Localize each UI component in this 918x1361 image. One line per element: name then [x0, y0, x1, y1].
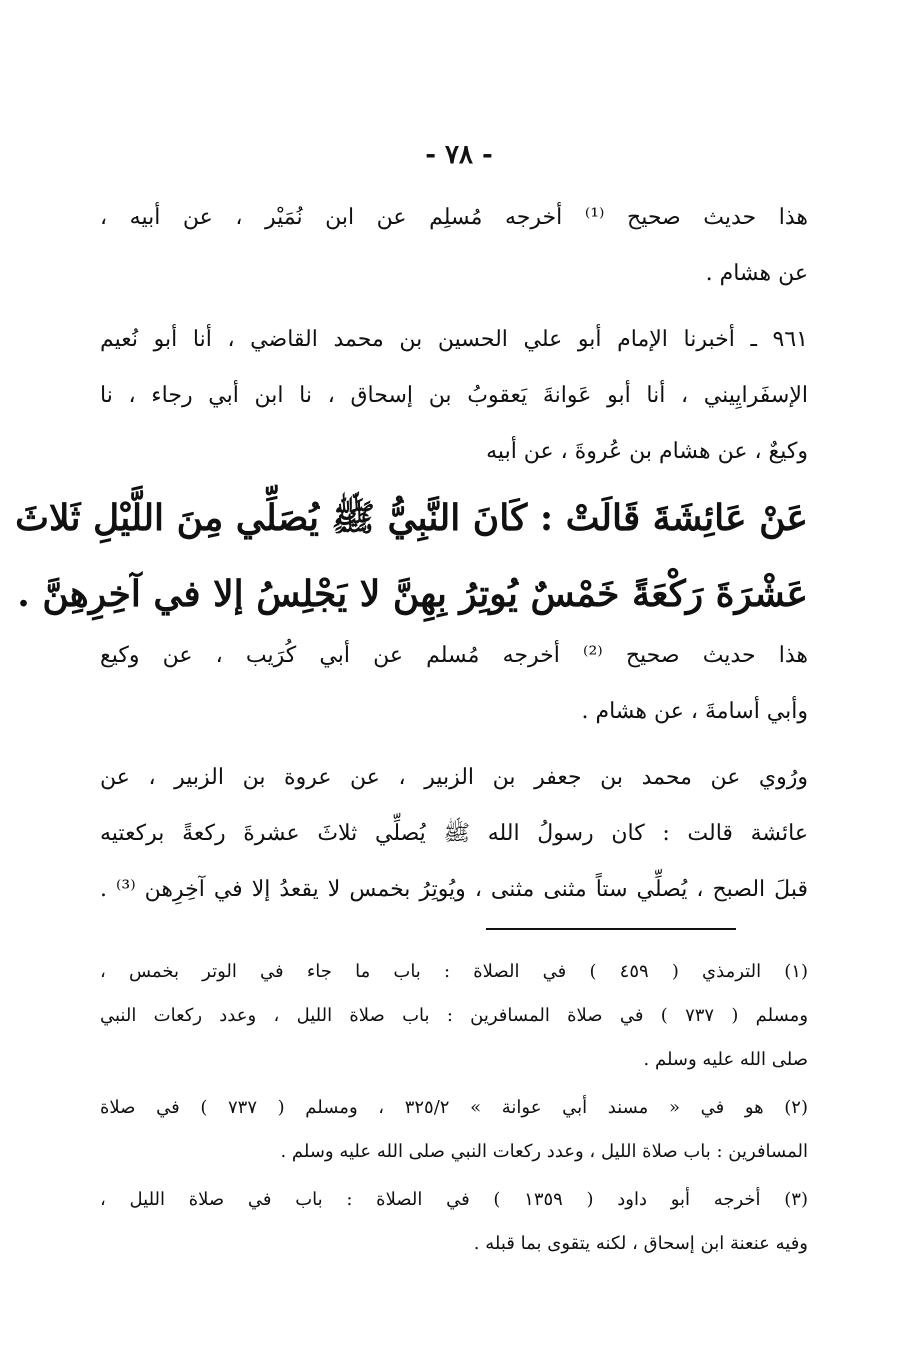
text-line: عن هشام . — [705, 261, 808, 286]
footnote-line: (٣) أخرجه أبو داود ( ١٣٥٩ ) في الصلاة : باب في صلاة الليل ، — [100, 1189, 808, 1210]
text-line: هذا حديث صحيح ⁽²⁾ أخرجه مُسلم عن أبي كُرَيب ، عن وكيع — [100, 643, 808, 668]
footnote-line: المسافرين : باب صلاة الليل ، وعدد ركعات النبي صلى الله عليه وسلم . — [280, 1141, 808, 1162]
hadith-line: عَشْرَةَ رَكْعَةً خَمْسٌ يُوتِرُ بِهِنَّ لا يَجْلِسُ إلا في آخِرِهِنَّ . — [17, 573, 808, 615]
footnote-3 — [100, 1178, 808, 1266]
footnote-divider — [486, 928, 736, 930]
text-line: ورُوي عن محمد بن جعفر بن الزبير ، عن عروة بن الزبير ، عن — [100, 765, 808, 790]
text-line: عائشة قالت : كان رسولُ الله ﷺ يُصلِّي ثلاثَ عشرةَ ركعةً بركعتيه — [100, 821, 808, 846]
text-line: هذا حديث صحيح ⁽¹⁾ أخرجه مُسلِم عن ابن نُمَيْر ، عن أبيه ، — [100, 205, 808, 230]
text-line: الإسفَرايِيني ، أنا أبو عَوانةَ يَعقوبُ بن إسحاق ، نا ابن أبي رجاء ، نا — [100, 383, 808, 408]
footnote-line: ومسلم ( ٧٣٧ ) في صلاة المسافرين : باب صلاة الليل ، وعدد ركعات النبي — [100, 1005, 809, 1026]
footnote-1 — [100, 950, 808, 1082]
paragraph-hadith-grading-1 — [100, 190, 808, 302]
text-line: ٩٦١ ـ أخبرنا الإمام أبو علي الحسين بن محمد القاضي ، أنا أبو نُعيم — [100, 327, 808, 352]
text-line: وكيعٌ ، عن هشام بن عُروةَ ، عن أبيه — [486, 439, 808, 464]
footnote-2 — [100, 1086, 808, 1174]
footnote-line: وفيه عنعنة ابن إسحاق ، لكنه يتقوى بما قبله . — [473, 1233, 808, 1254]
footnote-line: صلى الله عليه وسلم . — [643, 1049, 808, 1070]
page-number: - ٧٨ - — [425, 140, 493, 170]
text-line: وأبي أسامةَ ، عن هشام . — [581, 699, 808, 724]
hadith-line: عَنْ عَائِشَةَ قَالَتْ : كَانَ النَّبِيُّ ﷺ يُصَلِّي مِنَ اللَّيْلِ ثَلاثَ — [15, 497, 808, 539]
footnote-line: (١) الترمذي ( ٤٥٩ ) في الصلاة : باب ما جاء في الوتر بخمس ، — [100, 961, 808, 982]
paragraph-isnad — [100, 312, 808, 480]
paragraph-alternate-narration — [100, 750, 808, 918]
text-line: قبلَ الصبح ، يُصلِّي ستاً مثنى مثنى ، ويُوتِرُ بخمس لا يقعدُ إلا في آخِرِهن ⁽³⁾ . — [100, 877, 808, 902]
footnote-line: (٢) هو في « مسند أبي عوانة » ٣٢٥/٢ ، ومسلم ( ٧٣٧ ) في صلاة — [100, 1097, 808, 1118]
paragraph-hadith-grading-2 — [100, 628, 808, 740]
paragraph-hadith-matn — [15, 480, 808, 632]
